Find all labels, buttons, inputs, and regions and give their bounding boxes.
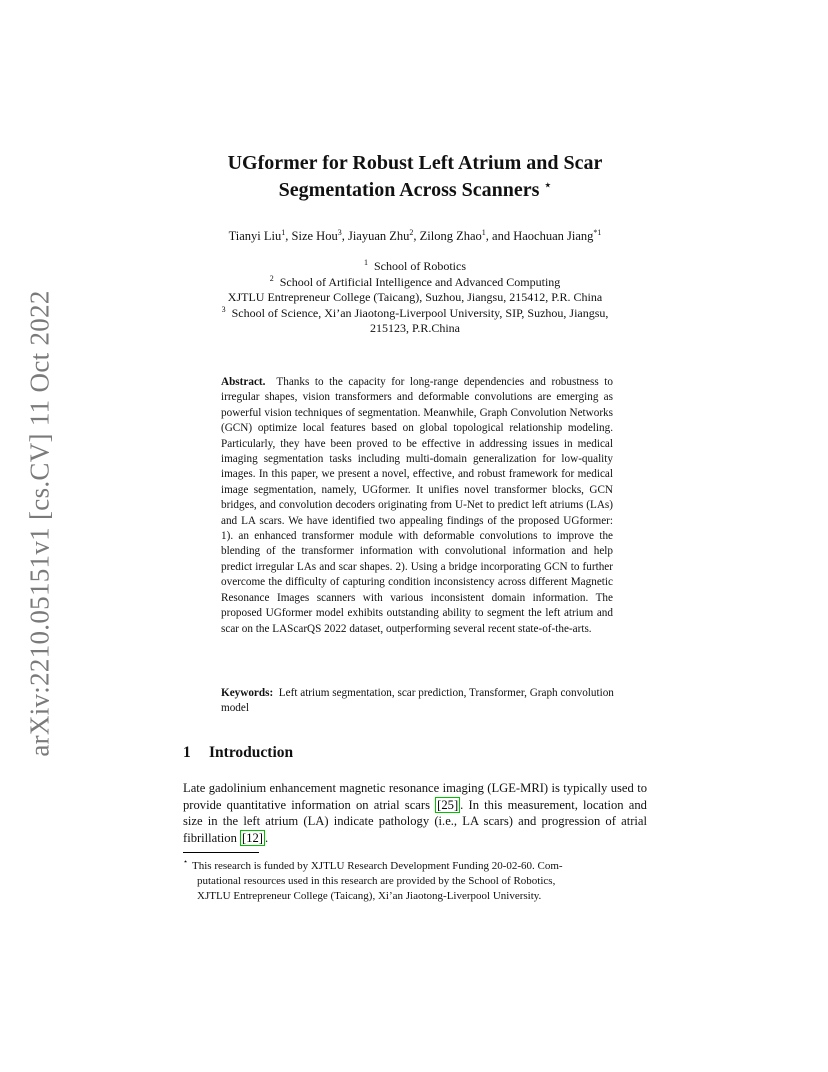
title-line-1: UGformer for Robust Left Atrium and Scar [227, 152, 603, 174]
author-list: Tianyi Liu$^1$, Size Hou$^3$, Jiayuan Zhu$^2$, Zilong Zhao$^1$, and Haochuan Jiang$^{*1}$ [228, 227, 602, 243]
author-name: Jiayuan Zhu [347, 229, 410, 243]
footnote-divider [183, 852, 259, 853]
title-line-2: Segmentation Across Scanners [278, 179, 540, 201]
author-name: Size Hou [291, 229, 338, 243]
title-star: ⋆ [544, 179, 552, 192]
paper-title [170, 150, 660, 204]
arxiv-stamp [20, 288, 60, 758]
intro-text: . In this measurement, location and size in the left atrium (LA) indicate pathology (i.e., LA scars) and progression of atrial fibrillation [183, 797, 647, 845]
footnote-line-3: XJTLU Entrepreneur College (Taicang), Xi’an Jiaotong-Liverpool University. [197, 890, 542, 903]
keywords-label: Keywords: [221, 687, 274, 699]
affiliation-2: School of Artificial Intelligence and Advanced Computing [279, 274, 561, 289]
abstract-label: Abstract. [221, 376, 266, 388]
affiliation-sup: 3 [221, 304, 226, 314]
affiliations [180, 259, 650, 337]
author-sup: 3 [337, 227, 342, 237]
author-sup: *1 [593, 227, 602, 237]
intro-text: . [265, 830, 269, 845]
affiliation-1: School of Robotics [374, 259, 466, 273]
abstract [221, 375, 613, 637]
keywords [221, 686, 621, 717]
footnote-line-2: putational resources used in this research are provided by the School of Robotics, [197, 875, 556, 888]
affiliation-sup: 1 [364, 258, 368, 267]
author-sup: 1 [481, 227, 486, 237]
footnote-mark: ⋆ [183, 857, 189, 866]
footnote-line-1: This research is funded by XJTLU Research Development Funding 20-02-60. Com- [192, 859, 563, 872]
affiliation-sup: 2 [269, 273, 274, 283]
intro-text: Late gadolinium enhancement magnetic resonance imaging (LGE-MRI) is typically used to provide quantitative information on atrial scars [183, 781, 647, 812]
affiliation-3: School of Science, Xi’an Jiaotong-Liverpool University, SIP, Suzhou, Jiangsu, [231, 305, 609, 320]
author-sup: 1 [281, 227, 286, 237]
keywords-text: Left atrium segmentation, scar prediction, Transformer, Graph convolution model [221, 687, 614, 715]
citation-link[interactable]: [25] [437, 797, 459, 812]
intro-paragraph [183, 780, 647, 846]
author-name: Zilong Zhao [419, 229, 482, 243]
section-number: 1 [183, 744, 191, 761]
abstract-text: Thanks to the capacity for long-range dependencies and robustness to irregular shapes, vision transformers and deformable convolutions are emerging as powerful vision techniques of segmentation. Meanwhile, Graph Convolution Networks (GCN) optimize local features based on global topological relationship modeling. Particularly, they have been proved to be effective in addressing issues in medical imaging segmentation tasks including multi-domain generalization for low-quality images. In this paper, we present a novel, effective, and robust framework for medical image segmentation, namely, UGformer. It unifies novel transformer blocks, GCN bridges, and convolution decoders originating from U-Net to predict left atriums (LAs) and LA scars. We have identified two appealing findings of the proposed UGformer: 1). an enhanced transformer module with deformable convolutions to improve the blending of the transformer information with convolutional information and help predict irregular LAs and scar shapes. 2). Using a bridge incorporating GCN to further overcome the difficulty of capturing condition inconsistency across different Magnetic Resonance Images scanners with various inconsistent domain information. The proposed UGformer model exhibits outstanding ability to segment the left atrium and scar on the LAScarQS 2022 dataset, outperforming several recent state-of-the-arts. [221, 376, 613, 635]
footnote [183, 854, 651, 905]
author-name: Tianyi Liu [228, 229, 282, 243]
section-heading [183, 744, 293, 762]
author-name: and Haochuan Jiang [492, 229, 594, 243]
section-title: Introduction [209, 744, 294, 761]
citation-link[interactable]: [12] [242, 830, 263, 845]
affiliation-2-address: XJTLU Entrepreneur College (Taicang), Suzhou, Jiangsu, 215412, P.R. China [227, 290, 603, 304]
affiliation-3-address: 215123, P.R.China [369, 321, 460, 335]
author-sup: 2 [409, 227, 414, 237]
arxiv-stamp-text: arXiv:2210.05151v1 [cs.CV] 11 Oct 2022 [24, 289, 55, 757]
